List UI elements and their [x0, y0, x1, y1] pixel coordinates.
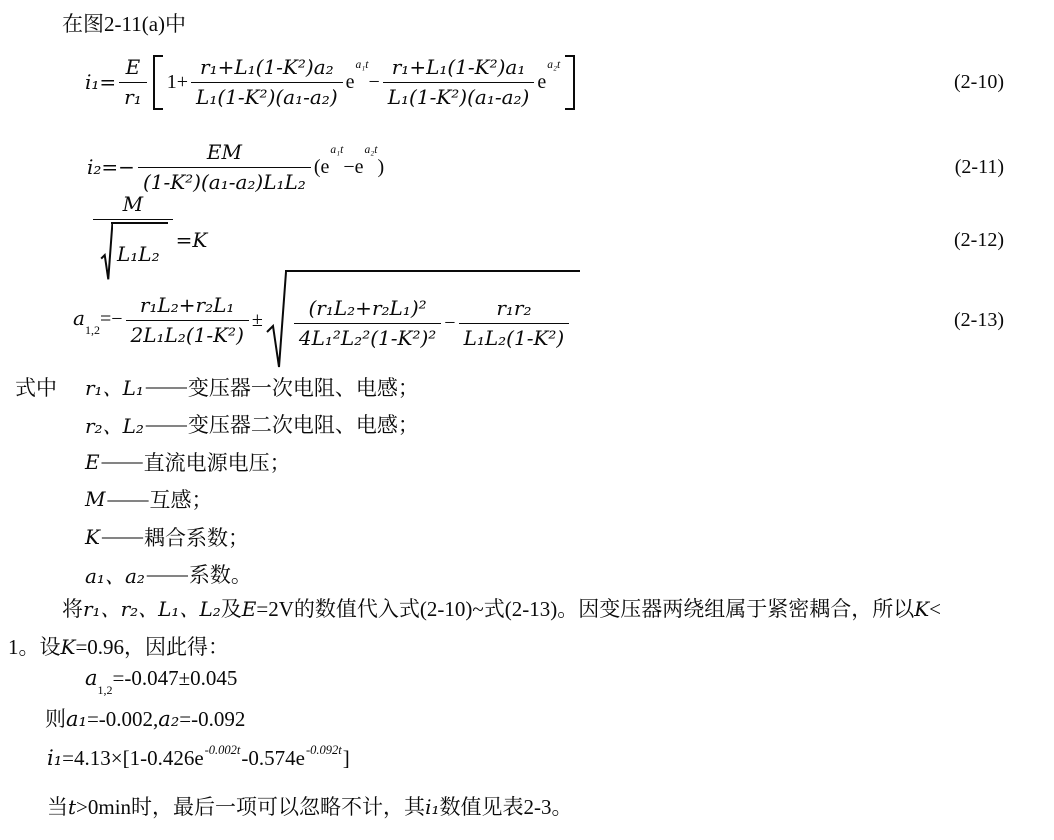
- definition-dash: ——: [145, 411, 186, 436]
- paragraph-text: =2V的数值代入式(2-10)~式(2-13)。因变压器两绕组属于紧密耦合，所以: [256, 597, 915, 621]
- eq11-denominator: (1-K²)(a₁-a₂)L₁L₂: [138, 167, 311, 195]
- note-variable-i1: i₁: [425, 795, 440, 819]
- paragraph-text: =0.96，因此得：: [75, 635, 230, 659]
- eq10-number: (2-10): [954, 70, 1004, 93]
- note-variable-t: t: [68, 795, 77, 819]
- definition-term: r₁、L₁: [85, 376, 144, 401]
- note-text: 当: [47, 795, 68, 819]
- eq12-radicand: L₁L₂: [111, 222, 168, 281]
- eq11-exponent-1: a₁t: [330, 143, 344, 156]
- paragraph-text: 1。设: [8, 635, 61, 659]
- paragraph-text: 将: [62, 597, 83, 621]
- definition-dash: ——: [107, 486, 148, 511]
- eq13-fraction-2: [294, 296, 441, 351]
- result-i1-exponent-1: -0.002t: [204, 743, 241, 757]
- definition-dash: ——: [145, 374, 186, 399]
- equation-2-10: [85, 34, 1004, 130]
- intro-line: 在图2-11(a)中: [62, 12, 187, 36]
- eq11-exponent-2: a₂t: [364, 143, 378, 156]
- eq10-exp-base-2: e: [537, 70, 547, 93]
- definition-desc: 耦合系数；: [143, 525, 249, 550]
- result-i1-body-2: -0.574e: [241, 746, 305, 770]
- eq10-fraction-1-numerator: r₁+L₁(1-K²)a₂: [200, 54, 334, 79]
- result-a1-value: =-0.002,: [86, 707, 159, 731]
- result-a12-lhs: [85, 666, 113, 698]
- eq10-fraction-1: [191, 55, 343, 110]
- closing-note: [47, 791, 572, 821]
- eq13-fraction-2-denominator: 4L₁²L₂²(1-K²)²: [294, 323, 441, 351]
- eq10-fraction-2-numerator: r₁+L₁(1-K²)a₁: [391, 54, 526, 79]
- result-a1-symbol: a₁: [66, 707, 87, 731]
- eq13-fraction-3: [459, 296, 570, 351]
- result-a12: [85, 666, 238, 698]
- eq11-open-paren: (e: [313, 155, 330, 178]
- equation-2-11: [87, 132, 1004, 202]
- definition-list: [85, 368, 419, 593]
- eq13-lhs: [73, 306, 123, 337]
- eq10-fraction-1-denominator: L₁(1-K²)(a₁-a₂): [191, 82, 343, 110]
- definition-desc: 变压器一次电阻、电感；: [187, 375, 419, 400]
- eq13-lhs-base: a: [73, 306, 85, 330]
- definition-term: r₂、L₂: [85, 413, 144, 438]
- eq10-coef-denominator: r₁: [119, 82, 147, 110]
- equation-2-13: [73, 276, 1004, 364]
- eq10-term1: 1+: [166, 70, 189, 93]
- equation-2-12: [90, 191, 1004, 274]
- definition-term: a₁、a₂: [85, 563, 145, 588]
- eq13-radicand: [285, 270, 580, 370]
- right-bracket-icon: [565, 55, 575, 110]
- eq13-fraction-1-denominator: 2L₁L₂(1-K²): [126, 320, 249, 348]
- note-text: 数值见表2-3。: [439, 795, 573, 819]
- eq10-minus: −: [368, 70, 380, 93]
- definition-row: [85, 556, 419, 594]
- eq13-fraction-3-numerator: r₁r₂: [496, 295, 532, 320]
- result-then-text: 则: [45, 707, 66, 731]
- paragraph-variables: r₁、r₂、L₁、L₂: [83, 597, 221, 621]
- eq11-numerator: EM: [206, 139, 242, 164]
- eq12-number: (2-12): [954, 228, 1004, 251]
- eq10-coef-fraction: [119, 55, 147, 110]
- definition-row: [85, 481, 419, 519]
- paragraph-line-2: [8, 631, 229, 661]
- definition-term: K: [85, 524, 100, 549]
- paragraph-variable-E: E: [241, 597, 257, 621]
- result-a12-subscript: 1,2: [97, 683, 113, 698]
- eq13-fraction-2-numerator: (r₁L₂+r₂L₁)²: [308, 295, 427, 320]
- eq10-coef-numerator: E: [125, 54, 141, 79]
- eq10-fraction-2-denominator: L₁(1-K²)(a₁-a₂): [383, 82, 535, 110]
- eq13-fraction-1: [126, 293, 249, 348]
- definition-row: [85, 406, 419, 444]
- eq13-minus: −: [444, 311, 456, 334]
- result-i1-equation: [47, 743, 350, 771]
- equation-2-13-body: [73, 270, 580, 370]
- eq12-rhs: =K: [175, 228, 208, 252]
- definition-row: [85, 443, 419, 481]
- result-i1-close-bracket: ]: [342, 746, 350, 770]
- result-i1-body-1: =4.13×[1-0.426e: [62, 746, 204, 770]
- eq10-lhs: i₁=: [85, 70, 117, 94]
- definition-desc: 互感；: [149, 488, 213, 513]
- definition-dash: ——: [101, 524, 142, 549]
- result-a12-base: a: [85, 666, 98, 690]
- result-a1-a2: [45, 703, 245, 733]
- eq11-number: (2-11): [954, 155, 1004, 178]
- eq13-square-root: [265, 270, 580, 370]
- result-i1-symbol: i₁: [47, 746, 63, 770]
- paragraph-text: <: [929, 597, 941, 621]
- paragraph-variable-K: K: [914, 597, 930, 621]
- eq10-fraction-2: [383, 55, 535, 110]
- eq13-fraction-3-denominator: L₁L₂(1-K²): [459, 323, 570, 351]
- result-a12-value: =-0.047±0.045: [112, 666, 238, 690]
- eq13-plus-minus: ±: [251, 308, 263, 331]
- definition-desc: 直流电源电压；: [143, 450, 291, 475]
- definition-dash: ——: [146, 561, 187, 586]
- eq10-exp-term-2: [537, 58, 561, 94]
- left-bracket-icon: [153, 55, 163, 110]
- definition-desc: 变压器二次电阻、电感；: [187, 413, 419, 438]
- result-a2-value: =-0.092: [179, 707, 246, 731]
- definition-desc: 系数。: [188, 563, 252, 588]
- definition-dash: ——: [101, 449, 142, 474]
- note-text: >0min时，最后一项可以忽略不计，其: [76, 795, 426, 819]
- paragraph-variable-K: K: [60, 635, 76, 659]
- result-a2-symbol: a₂: [158, 707, 180, 731]
- definition-term: M: [85, 487, 106, 512]
- eq11-exp-group: [313, 143, 385, 179]
- eq11-minus-e: −e: [343, 155, 364, 178]
- eq13-equals-minus: =−: [99, 308, 123, 330]
- eq10-exponent-1: a₁t: [355, 58, 369, 71]
- equation-2-11-body: [87, 140, 384, 195]
- eq13-number: (2-13): [954, 308, 1004, 331]
- eq10-exp-term-1: [345, 58, 369, 94]
- eq10-exp-base-1: e: [345, 70, 355, 93]
- eq10-exponent-2: a₂t: [547, 58, 561, 71]
- eq13-fraction-1-numerator: r₁L₂+r₂L₁: [139, 292, 235, 317]
- paragraph-line-1: [62, 593, 941, 623]
- eq12-numerator: M: [122, 191, 144, 216]
- definition-row: [85, 368, 419, 406]
- definition-row: [85, 518, 419, 556]
- definition-term: E: [85, 449, 100, 474]
- result-i1-exponent-2: -0.092t: [305, 743, 342, 757]
- eq13-lhs-subscript: 1,2: [84, 323, 100, 337]
- radical-sign-icon: [265, 270, 287, 370]
- paragraph-text: 及: [220, 597, 242, 621]
- eq11-fraction: [138, 140, 311, 195]
- equation-2-10-body: [85, 55, 577, 110]
- where-label: 式中: [15, 376, 57, 400]
- eq11-close-paren: ): [377, 155, 385, 178]
- eq11-lhs: i₂=−: [87, 155, 135, 179]
